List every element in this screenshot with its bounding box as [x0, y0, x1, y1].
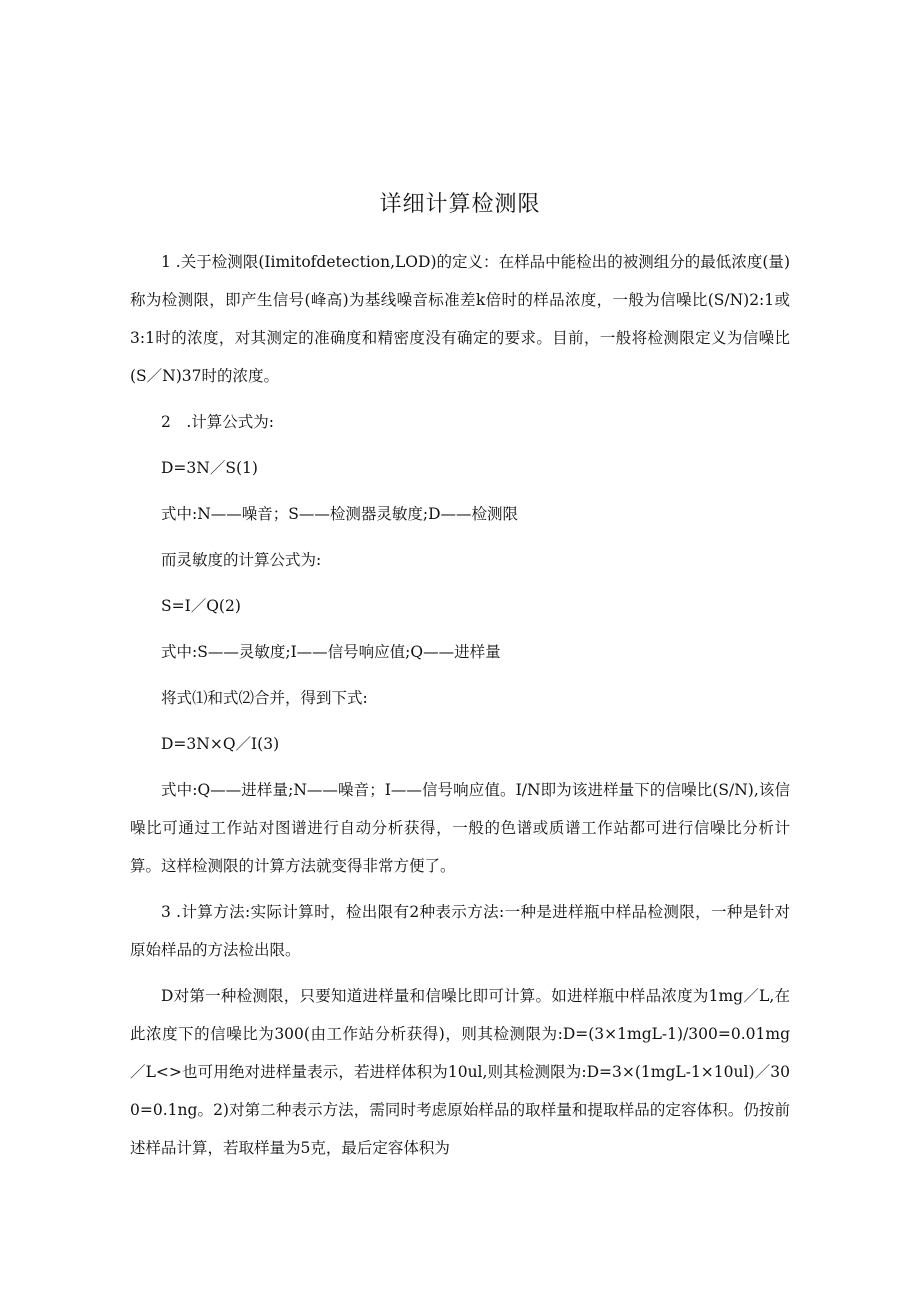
- paragraph-first-method: D对第一种检测限，只要知道进样量和信噪比即可计算。如进样瓶中样品浓度为1mg／L,在此浓度下的信噪比为300(由工作站分析获得)，则其检测限为:D=(3×1mgL-1)/300=0.01mg／L<>也可用绝对进样量表示，若进样体积为10ul,则其检测限为:D=3×(1mgL-1×10ul)／300=0.1ng。2)对第二种表示方法，需同时考虑原始样品的取样量和提取样品的定容体积。仍按前述样品计算，若取样量为5克，最后定容体积为: [130, 987, 790, 1157]
- paragraph-sensitivity-heading: 而灵敏度的计算公式为:: [161, 551, 322, 569]
- paragraph-calculation-method: 3 .计算方法:实际计算时，检出限有2种表示方法:一种是进样瓶中样品检测限，一种是针对原始样品的方法检出限。: [130, 903, 790, 959]
- formula-1-legend: 式中:N——噪音；S——检测器灵敏度;D——检测限: [161, 505, 519, 523]
- paragraph-lod-definition: 1 .关于检测限(Iimitofdetection,LOD)的定义：在样品中能检出的被测组分的最低浓度(量)称为检测限，即产生信号(峰高)为基线噪音标准差k倍时的样品浓度，一般为信噪比(S/N)2:1或3:1时的浓度，对其测定的准确度和精密度没有确定的要求。目前，一般将检测限定义为信噪比(S／N)37时的浓度。: [130, 253, 790, 385]
- document-title: 详细计算检测限: [379, 192, 541, 217]
- formula-3: D=3N×Q／I(3): [161, 735, 280, 753]
- formula-2: S=I／Q(2): [161, 597, 241, 615]
- formula-2-legend: 式中:S——灵敏度;I——信号响应值;Q——进样量: [161, 643, 501, 661]
- formula-1: D=3N／S(1): [161, 459, 258, 477]
- paragraph-merge-formulas: 将式⑴和式⑵合并，得到下式:: [161, 689, 368, 707]
- paragraph-formula-heading: 2 .计算公式为:: [161, 413, 275, 431]
- document-body: [130, 243, 790, 1167]
- formula-3-legend: 式中:Q——进样量;N——噪音；I——信号响应值。I/N即为该进样量下的信噪比(S/N),该信噪比可通过工作站对图谱进行自动分析获得，一般的色谱或质谱工作站都可进行信噪比分析计算。这样检测限的计算方法就变得非常方便了。: [130, 781, 790, 875]
